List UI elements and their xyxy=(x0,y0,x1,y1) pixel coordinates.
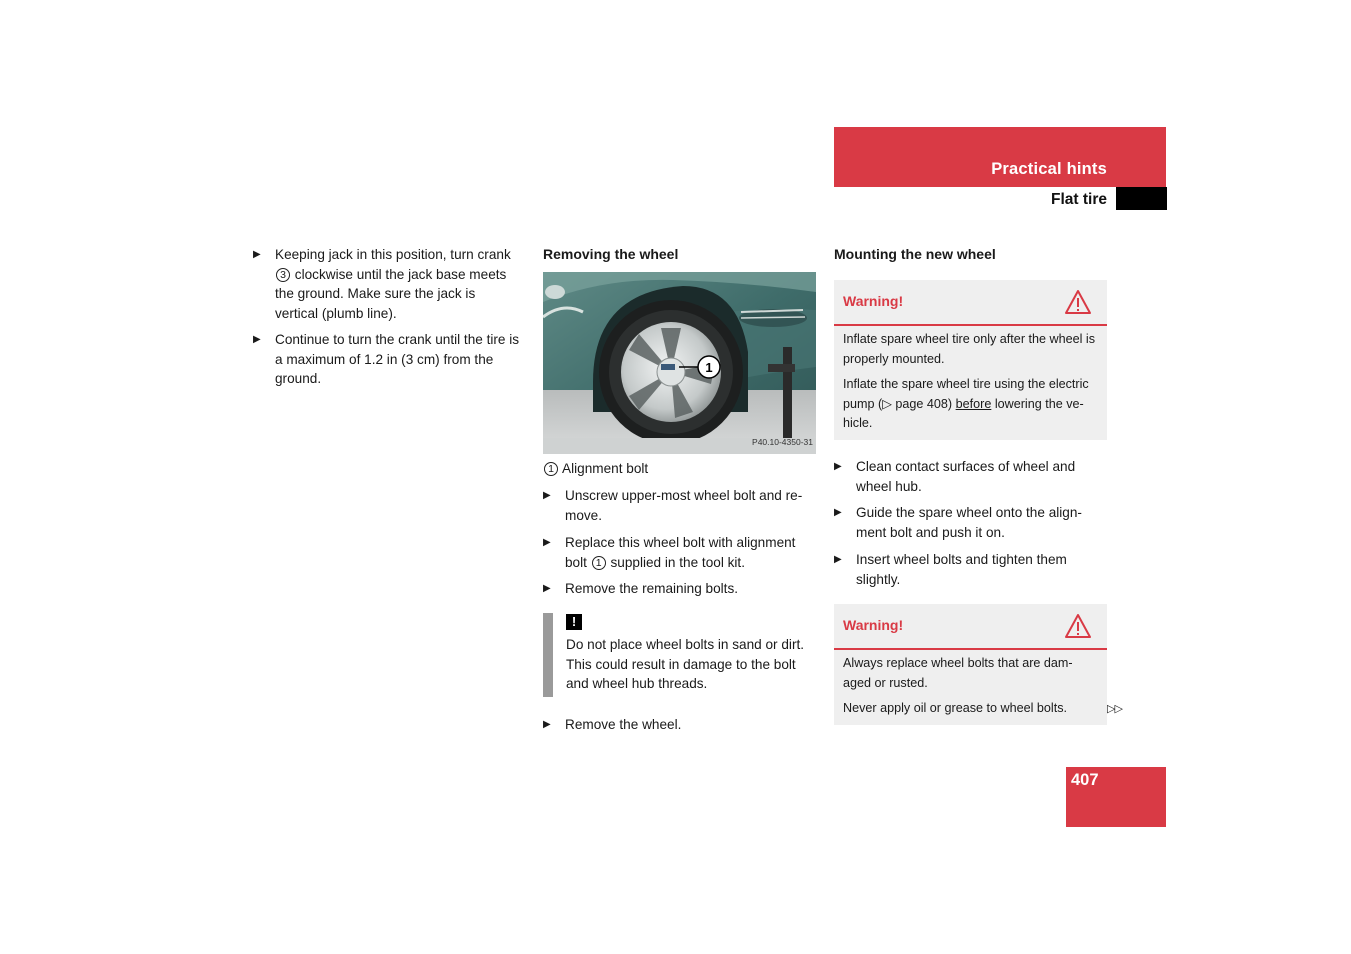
page-number-box xyxy=(1066,767,1166,827)
triangle-bullet-icon: ▶ xyxy=(253,249,261,260)
warning-text: Inflate spare wheel tire only after the wheel is properly mounted. xyxy=(843,332,1096,366)
legend-label: Alignment bolt xyxy=(562,461,649,476)
section-title: Practical hints xyxy=(991,160,1107,178)
warning-text xyxy=(843,375,1098,434)
warning-label: Warning! xyxy=(843,293,904,309)
sub-title: Flat tire xyxy=(1051,191,1107,208)
step-text: supplied in the tool kit. xyxy=(606,554,745,570)
heading-removing-wheel: Removing the wheel xyxy=(543,246,679,262)
step-clean-surfaces xyxy=(834,457,1112,496)
page-number: 407 xyxy=(1071,771,1099,789)
warning-header xyxy=(834,280,1107,326)
step-continue-crank xyxy=(253,330,522,389)
car-wheel-image xyxy=(543,272,816,454)
exclamation-icon: ! xyxy=(566,614,582,630)
warning-header xyxy=(834,604,1107,650)
step-text: Keeping jack in this position, turn crank xyxy=(275,247,511,262)
triangle-bullet-icon: ▶ xyxy=(543,537,551,548)
triangle-bullet-icon: ▶ xyxy=(834,554,842,565)
step-text: Continue to turn the crank until the tire is a maximum of 1.2 in (3 cm) from the ground. xyxy=(275,332,520,386)
warning-box-bolts xyxy=(834,604,1107,725)
step-insert-bolts xyxy=(834,550,1112,589)
legend-item xyxy=(543,459,648,479)
step-text: clockwise until the jack base meets the ground. Make sure the jack is vertical (plumb line). xyxy=(275,266,507,321)
triangle-bullet-icon: ▶ xyxy=(543,583,551,594)
triangle-bullet-icon: ▶ xyxy=(543,719,551,730)
notice-text: Do not place wheel bolts in sand or dirt. This could result in damage to the bolt and wheel hub threads. xyxy=(566,637,805,691)
heading-mounting-wheel: Mounting the new wheel xyxy=(834,246,996,262)
image-code: P40.10-4350-31 xyxy=(752,436,813,447)
ref-number-circle: 1 xyxy=(592,556,606,570)
ref-number-circle: 1 xyxy=(544,462,558,476)
step-unscrew-bolt xyxy=(543,486,817,525)
warning-text: Never apply oil or grease to wheel bolts. xyxy=(843,701,1068,715)
step-text: Unscrew upper-most wheel bolt and re-move. xyxy=(565,488,803,523)
step-text: Replace this wheel bolt with alignment bolt xyxy=(565,535,796,570)
step-text: Remove the remaining bolts. xyxy=(565,581,739,596)
step-remove-wheel xyxy=(543,715,817,735)
notice-bar xyxy=(543,613,553,697)
section-header xyxy=(834,127,1166,187)
triangle-bullet-icon: ▶ xyxy=(253,334,261,345)
warning-text-part: lowering the ve-hicle. xyxy=(843,396,1084,430)
step-text: Guide the spare wheel onto the align-ment bolt and push it on. xyxy=(856,505,1082,540)
triangle-bullet-icon: ▶ xyxy=(543,490,551,501)
warning-text: Always replace wheel bolts that are dam-aged or rusted. xyxy=(843,656,1073,690)
emphasis-before: before xyxy=(955,396,992,411)
step-guide-wheel xyxy=(834,503,1112,542)
warning-body xyxy=(834,326,1107,440)
warning-text-part: Inflate the spare wheel tire using the electric pump (▷ page 408) xyxy=(843,377,1089,411)
wheel-removal-illustration xyxy=(543,272,816,454)
warning-triangle-icon xyxy=(1064,289,1092,315)
callout-label: 1 xyxy=(705,360,713,375)
step-text: Remove the wheel. xyxy=(565,717,682,732)
step-text: Clean contact surfaces of wheel and wheel hub. xyxy=(856,459,1076,494)
triangle-bullet-icon: ▶ xyxy=(834,461,842,472)
warning-triangle-icon xyxy=(1064,613,1092,639)
step-text: Insert wheel bolts and tighten them slightly. xyxy=(856,552,1067,587)
continue-arrows-icon: ▷▷ xyxy=(1107,703,1122,715)
warning-box-inflate xyxy=(834,280,1107,440)
warning-body xyxy=(834,650,1107,725)
step-replace-bolt xyxy=(543,533,817,572)
triangle-bullet-icon: ▶ xyxy=(834,507,842,518)
step-remove-bolts xyxy=(543,579,817,599)
ref-number-circle: 3 xyxy=(276,268,290,282)
chapter-tab xyxy=(1116,187,1167,210)
warning-label: Warning! xyxy=(843,617,904,633)
step-lower-jack xyxy=(253,245,522,323)
